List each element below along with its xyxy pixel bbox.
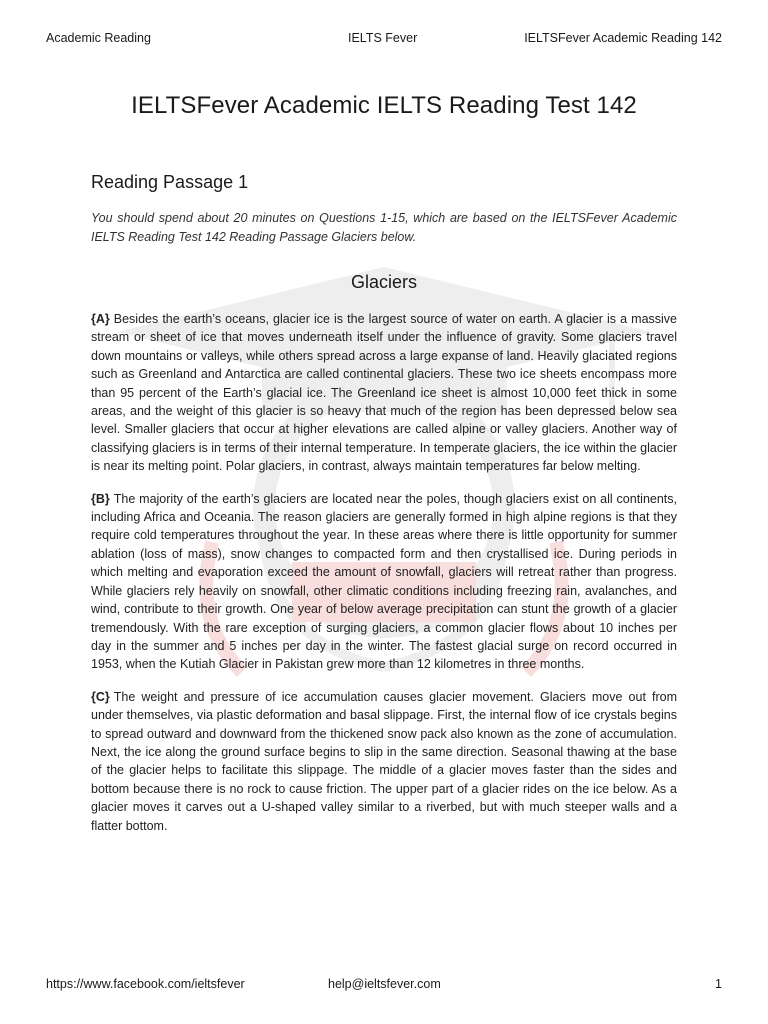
paragraph-label: {A}	[91, 312, 110, 326]
footer-email-link[interactable]: help@ieltsfever.com	[328, 977, 441, 991]
paragraph-a	[91, 310, 677, 476]
article-title: Glaciers	[350, 272, 417, 292]
paragraph-text: The majority of the earth’s glaciers are located near the poles, though glaciers exist on all continents, including Africa and Oceania. The reason glaciers are generally formed in high alpine regions is that they require cold temperatures throughout the year. In these areas where there is little opportunity for summer ablation (loss of mass), snow changes to compacted form and then crystallised ice. During periods in which melting and evaporation exceed the amount of snowfall, glaciers will retreat rather than progress. While glaciers rely heavily on snowfall, other climatic conditions including freezing rain, avalanches, and wind, contribute to their growth. One year of below average precipitation can stunt the growth of a glacier tremendously. With the rare exception of surging glaciers, a common glacier flows about 10 inches per day in the summer and 5 inches per day in the winter. The fastest glacial surge on record occurred in 1953, when the Kutiah Glacier in Pakistan grew more than 12 kilometres in three months.	[91, 491, 677, 672]
header-left-text: Academic Reading	[46, 31, 151, 45]
page-number: 1	[715, 977, 722, 991]
article-body	[91, 310, 677, 849]
paragraph-text: Besides the earth’s oceans, glacier ice is the largest source of water on earth. A glacier is a massive stream or sheet of ice that moves underneath itself under the influence of gravity. Some glaciers travel down mountains or valleys, while others spread across a large expanse of land. Heavily glaciated regions such as Greenland and Antarctica are called continental glaciers. These two ice sheets encompass more than 95 percent of the Earth’s glacial ice. The Greenland ice sheet is almost 10,000 feet thick in some areas, and the weight of this glacier is so heavy that much of the region has been depressed below sea level. Smaller glaciers that occur at higher elevations are called alpine or valley glaciers. Another way of classifying glaciers is in terms of their internal temperature. In temperate glaciers, the ice within the glacier is near its melting point. Polar glaciers, in contrast, always maintain temperatures far below melting.	[91, 312, 677, 474]
paragraph-label: {B}	[91, 491, 110, 506]
page-header	[46, 31, 722, 49]
document-title: IELTSFever Academic IELTS Reading Test 142	[131, 92, 637, 119]
footer-facebook-link[interactable]: https://www.facebook.com/ieltsfever	[46, 977, 245, 991]
paragraph-text: The weight and pressure of ice accumulation causes glacier movement. Glaciers move out from under themselves, via plastic deformation and basal slippage. First, the internal flow of ice crystals begins to spread outward and downward from the thickened snow pack also known as the zone of accumulation. Next, the ice along the ground surface begins to slip in the same direction. Seasonal thawing at the base of the glacier helps to facilitate this slippage. The middle of a glacier moves faster than the sides and bottom because there is no rock to cause friction. The upper part of a glacier rides on the ice below. As a glacier moves it carves out a U-shaped valley similar to a riverbed, but with much steeper walls and a flatter bottom.	[91, 689, 677, 833]
passage-heading: Reading Passage 1	[91, 172, 249, 192]
header-center-text: IELTS Fever	[348, 31, 418, 45]
paragraph-c	[91, 688, 677, 835]
paragraph-b	[91, 490, 677, 674]
header-right-text: IELTSFever Academic Reading 142	[524, 31, 722, 45]
paragraph-label: {C}	[91, 689, 110, 704]
page-footer	[46, 977, 722, 995]
instructions-text: You should spend about 20 minutes on Questions 1-15, which are based on the IELTSFever Academic IELTS Reading Test 142 Reading Passage Glaciers below.	[91, 211, 677, 244]
